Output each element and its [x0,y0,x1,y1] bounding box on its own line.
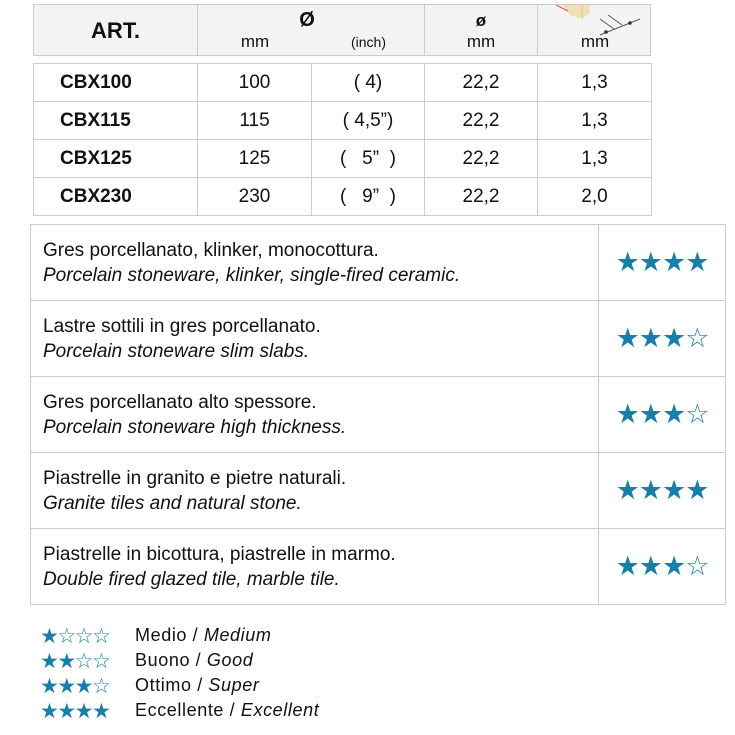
star-rating-icon: ★★★☆ [615,323,709,354]
material-name-it: Lastre sottili in gres porcellanato. [43,315,321,337]
spec-table [33,63,652,216]
bore-symbol: ø [475,11,487,30]
material-row [31,225,726,301]
diameter-mm: 115 [198,102,312,140]
thickness-mm: 1,3 [538,140,652,178]
legend-label [135,700,319,721]
legend-label-it: Eccellente [135,700,225,720]
thickness-unit: mm [580,32,610,51]
header-diameter [198,5,425,55]
legend-item [40,698,319,723]
product-code: CBX115 [34,102,198,140]
legend-label-it: Medio [135,625,188,645]
spec-table-header [33,4,651,56]
material-rating [599,529,726,605]
rating-legend [40,623,319,723]
material-name-it: Piastrelle in bicottura, piastrelle in marmo. [43,543,396,565]
header-art [34,5,198,55]
legend-separator: / [190,650,207,670]
material-name-en: Porcelain stoneware, klinker, single-fired ceramic. [43,264,461,286]
star-rating-icon: ★★★★ [40,698,110,723]
legend-item [40,673,319,698]
star-rating-icon: ★★★★ [615,475,709,506]
table-row [34,178,652,216]
star-rating-icon: ★★★☆ [40,673,110,698]
diameter-mm: 100 [198,64,312,102]
material-name-en: Granite tiles and natural stone. [43,492,302,514]
thickness-mm: 2,0 [538,178,652,216]
diameter-inch: ( 5” ) [312,140,425,178]
material-rating [599,225,726,301]
bore-mm: 22,2 [425,102,538,140]
diameter-mm: 230 [198,178,312,216]
bore-unit: mm [466,32,496,51]
material-rating [599,453,726,529]
legend-label-en: Medium [203,625,272,645]
diameter-inch: ( 9” ) [312,178,425,216]
legend-separator: / [191,675,209,695]
diameter-unit-mm: mm [240,32,270,51]
material-name-it: Gres porcellanato, klinker, monocottura. [43,239,379,261]
legend-label [135,625,271,646]
star-rating-icon: ★★★☆ [615,551,709,582]
diameter-symbol: Ø [299,9,315,31]
diameter-mm: 125 [198,140,312,178]
legend-separator: / [224,700,241,720]
material-description [31,453,599,529]
product-code: CBX100 [34,64,198,102]
product-code: CBX230 [34,178,198,216]
legend-item [40,623,319,648]
diameter-unit-inch: (inch) [350,34,386,50]
star-rating-icon: ★★★★ [615,247,709,278]
legend-label [135,675,259,696]
table-row [34,140,652,178]
thickness-mm: 1,3 [538,102,652,140]
material-description [31,301,599,377]
header-bore [425,5,538,55]
material-description [31,529,599,605]
star-rating-icon: ★☆☆☆ [40,623,110,648]
material-name-it: Piastrelle in granito e pietre naturali. [43,467,347,489]
material-row [31,529,726,605]
legend-separator: / [187,625,204,645]
diameter-inch: ( 4,5”) [312,102,425,140]
thickness-mm: 1,3 [538,64,652,102]
material-name-en: Double fired glazed tile, marble tile. [43,568,340,590]
material-name-en: Porcelain stoneware slim slabs. [43,340,310,362]
material-row [31,301,726,377]
materials-table [30,224,726,605]
legend-label-it: Buono [135,650,191,670]
material-rating [599,301,726,377]
material-name-en: Porcelain stoneware high thickness. [43,416,347,438]
legend-label-en: Good [206,650,254,670]
diameter-inch: ( 4) [312,64,425,102]
bore-mm: 22,2 [425,178,538,216]
header-thickness [538,5,652,55]
material-row [31,453,726,529]
legend-label-it: Ottimo [135,675,192,695]
material-description [31,377,599,453]
legend-label-en: Excellent [240,700,320,720]
star-rating-icon: ★★☆☆ [40,648,110,673]
legend-label [135,650,253,671]
star-rating-icon: ★★★☆ [615,399,709,430]
material-rating [599,377,726,453]
table-row [34,64,652,102]
legend-item [40,648,319,673]
header-art-label: ART. [91,18,140,43]
bore-mm: 22,2 [425,64,538,102]
legend-label-en: Super [208,675,260,695]
material-description [31,225,599,301]
bore-mm: 22,2 [425,140,538,178]
product-code: CBX125 [34,140,198,178]
material-row [31,377,726,453]
table-row [34,102,652,140]
material-name-it: Gres porcellanato alto spessore. [43,391,317,413]
